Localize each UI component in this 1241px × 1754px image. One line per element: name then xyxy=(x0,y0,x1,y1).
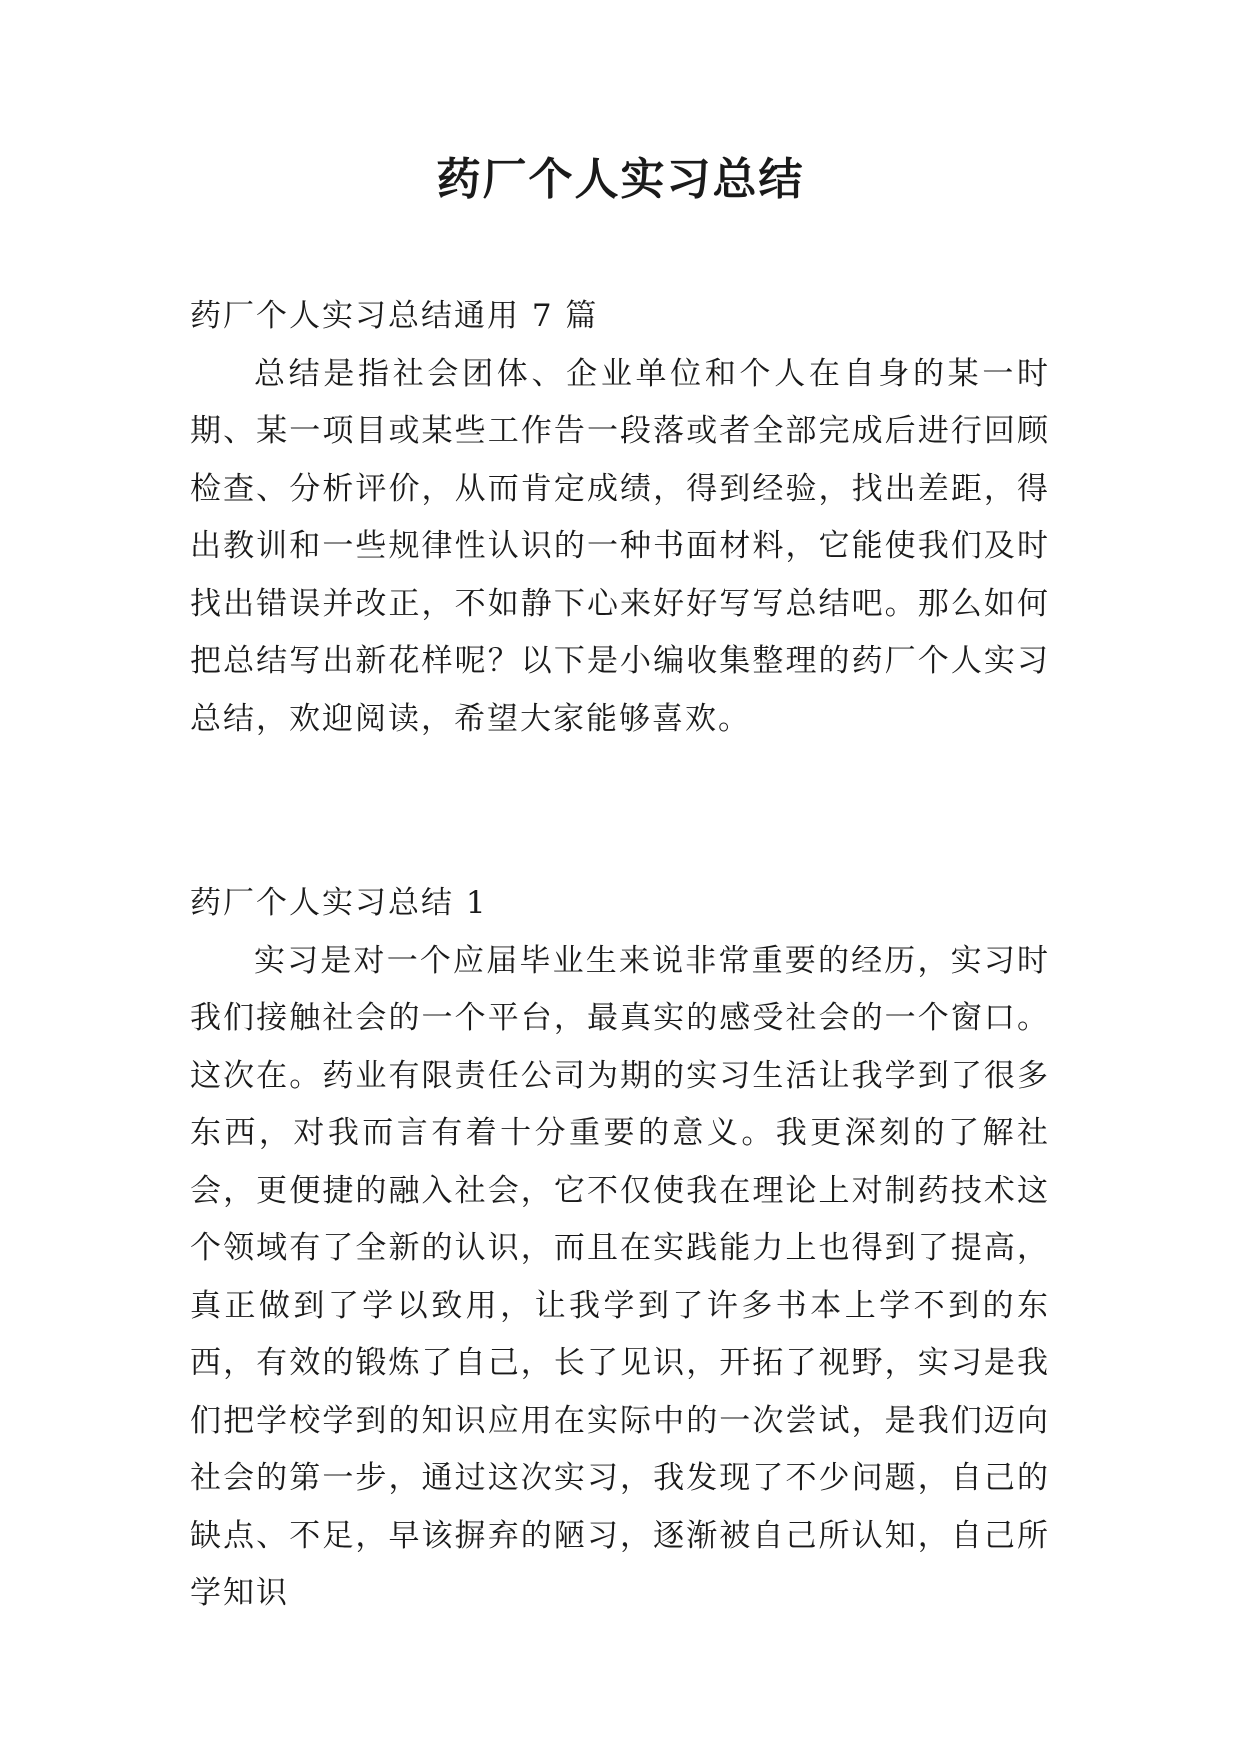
section-1-heading: 药厂个人实习总结 1 xyxy=(190,885,488,921)
document-title: 药厂个人实习总结 xyxy=(436,154,805,205)
section-1 xyxy=(190,875,1050,1623)
section-1-paragraph: 实习是对一个应届毕业生来说非常重要的经历，实习时我们接触社会的一个平台，最真实的感受社会的一个窗口。这次在。药业有限责任公司为期的实习生活让我学到了很多东西，对我而言有着十分重要的意义。我更深刻的了解社会，更便捷的融入社会，它不仅使我在理论上对制药技术这个领域有了全新的认识，而且在实践能力上也得到了提高，真正做到了学以致用，让我学到了许多书本上学不到的东西，有效的锻炼了自己，长了见识，开拓了视野，实习是我们把学校学到的知识应用在实际中的一次尝试，是我们迈向社会的第一步，通过这次实习，我发现了不少问题，自己的缺点、不足，早该摒弃的陋习，逐渐被自己所认知，自己所学知识 xyxy=(190,942,1050,1611)
intro-section xyxy=(190,288,1050,748)
intro-heading: 药厂个人实习总结通用 7 篇 xyxy=(190,298,599,334)
intro-paragraph: 总结是指社会团体、企业单位和个人在自身的某一时期、某一项目或某些工作告一段落或者全部完成后进行回顾检查、分析评价，从而肯定成绩，得到经验，找出差距，得出教训和一些规律性认识的一种书面材料，它能使我们及时找出错误并改正，不如静下心来好好写写总结吧。那么如何把总结写出新花样呢？以下是小编收集整理的药厂个人实习总结，欢迎阅读，希望大家能够喜欢。 xyxy=(190,355,1050,737)
